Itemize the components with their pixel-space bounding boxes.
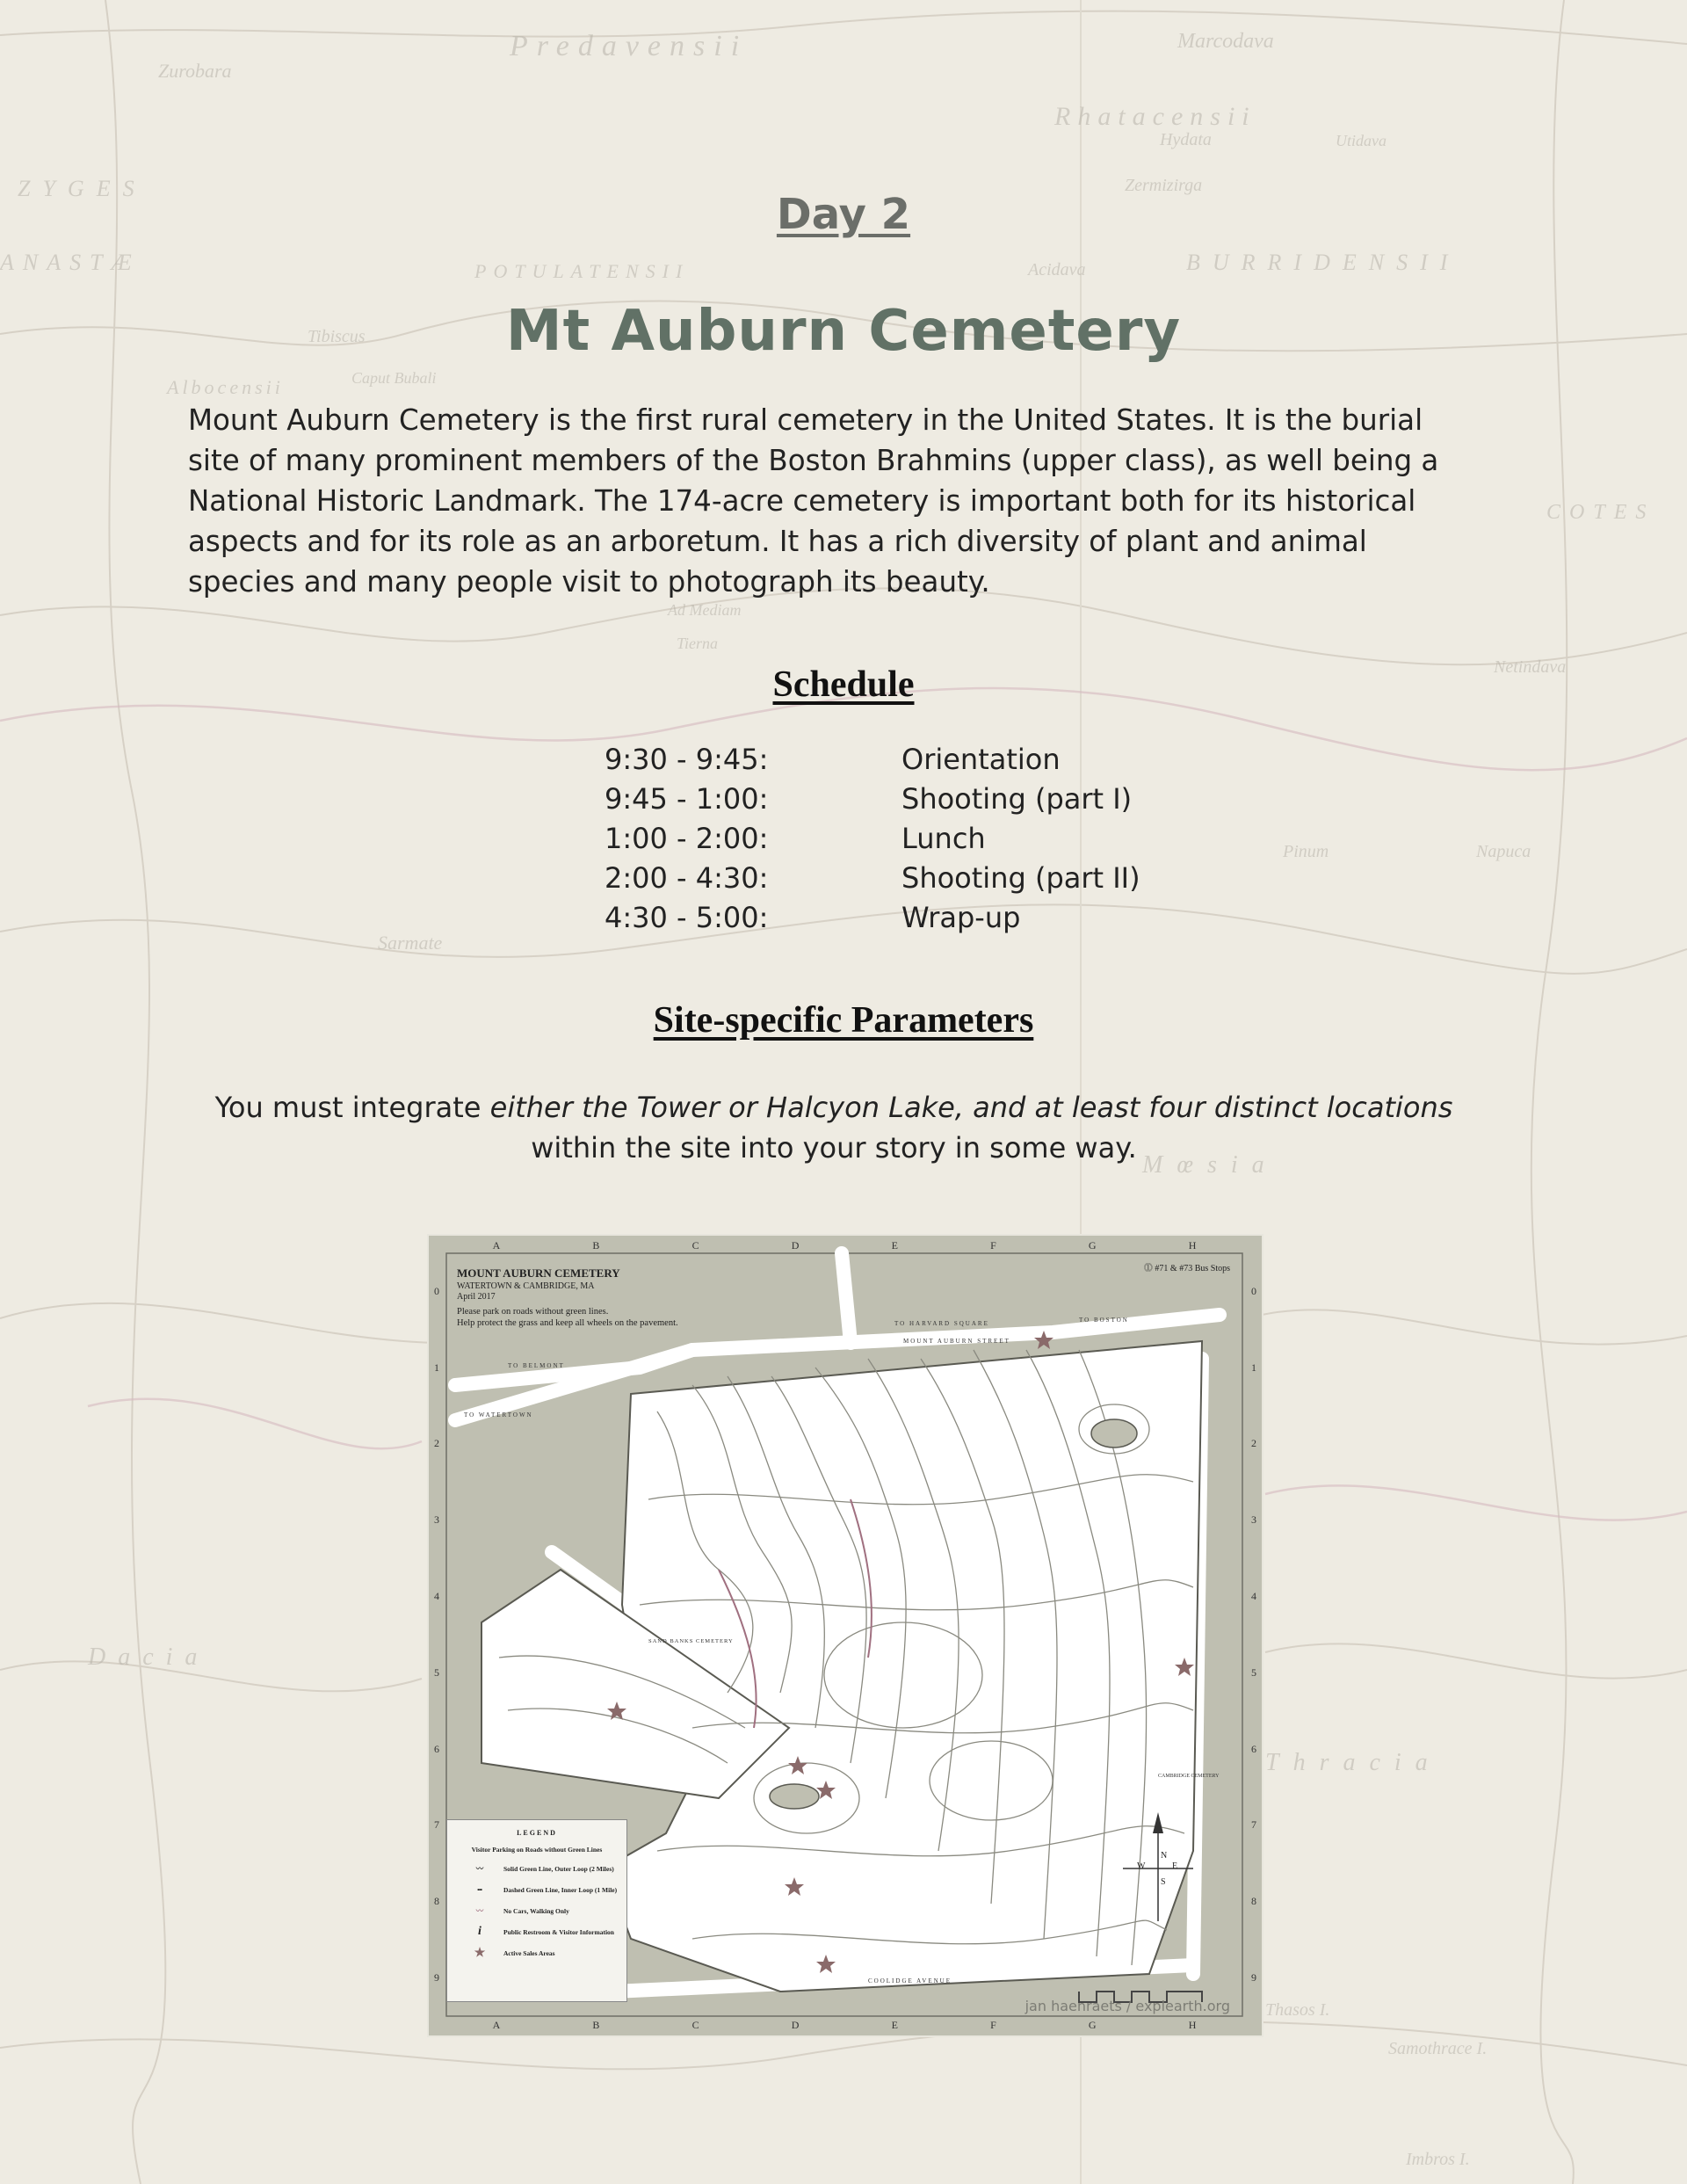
bus-stops-label: ⓵ #71 & #73 Bus Stops: [1143, 1264, 1230, 1273]
schedule-activity: Shooting (part I): [901, 782, 1133, 816]
schedule-time: 1:00 - 2:00:: [605, 822, 769, 855]
grid-row-label: 7: [1251, 1818, 1256, 1832]
parameters-heading: Site-specific Parameters: [653, 1000, 1034, 1041]
parameters-text-part: within the site into your story in some way.: [531, 1131, 1137, 1165]
map-legend: [446, 1819, 627, 2002]
bg-label: Thracia: [1265, 1749, 1442, 1776]
street-label: MOUNT AUBURN STREET: [903, 1338, 1010, 1345]
bg-label: Caput Bubali: [351, 369, 437, 387]
grid-row-label: 2: [434, 1437, 439, 1450]
grid-row-label: 0: [434, 1284, 439, 1297]
bg-label: COTES: [1546, 501, 1655, 524]
bg-label: Predavensii: [510, 30, 749, 62]
street-label: COOLIDGE AVENUE: [868, 1977, 952, 1984]
bg-label: Marcodava: [1177, 30, 1274, 53]
grid-row-label: 5: [1251, 1665, 1256, 1679]
schedule-table: [605, 743, 1220, 940]
intro-paragraph: Mount Auburn Cemetery is the first rural cemetery in the United States. It is the burial site of many prominent members of the Boston Brahmins (upper class), as well being a National Historic Landmark. The 174-acre cemetery is important both for its historical aspects and for its role as an arboretum. It has a rich diversity of plant and animal species and many people visit to photograph its beauty.: [188, 403, 1439, 599]
grid-row-label: 4: [1251, 1590, 1256, 1603]
bg-label: Pinum: [1283, 842, 1329, 861]
legend-label: Active Sales Areas: [503, 1948, 555, 1957]
solid-line-icon: 〰: [475, 1864, 484, 1873]
legend-label: Public Restroom & Visitor Information: [503, 1927, 614, 1936]
star-icon: ★: [474, 1946, 486, 1960]
compass-west: W: [1137, 1861, 1146, 1871]
schedule-time: 9:30 - 9:45:: [605, 743, 769, 776]
schedule-time: 2:00 - 4:30:: [605, 861, 769, 895]
grid-row-label: 8: [1251, 1895, 1256, 1908]
grid-row-label: 6: [1251, 1742, 1256, 1755]
bg-label: POTULATENSII: [474, 260, 690, 282]
bg-label: Dacia: [88, 1643, 210, 1671]
bg-label: Utidava: [1336, 132, 1387, 149]
legend-title: LEGEND: [517, 1829, 557, 1837]
street-label: TO BELMONT: [508, 1362, 565, 1369]
schedule-row: [605, 782, 1220, 822]
walking-line-icon: 〰: [475, 1906, 484, 1915]
grid-column-label: A: [492, 2019, 501, 2031]
compass-north: N: [1161, 1851, 1168, 1861]
bg-label: Samothrace I.: [1388, 2039, 1488, 2058]
parameters-text: [188, 1087, 1480, 1168]
map-subtitle: [457, 1281, 594, 1302]
grid-row-label: 1: [434, 1360, 439, 1374]
schedule-row: [605, 861, 1220, 901]
parameters-emphasis: either the Tower or Halcyon Lake, and at least four distinct locations: [489, 1091, 1453, 1124]
grid-column-label: E: [891, 2019, 898, 2031]
legend-label: Dashed Green Line, Inner Loop (1 Mile): [503, 1885, 618, 1894]
grid-row-label: 9: [1251, 1971, 1256, 1984]
grid-column-label: D: [791, 2019, 800, 2031]
bg-label: Zermizirga: [1125, 176, 1203, 195]
grid-column-label: E: [891, 1239, 898, 1252]
bg-label: Sarmate: [378, 932, 443, 954]
legend-item: [463, 1862, 626, 1875]
grid-row-label: 4: [434, 1590, 439, 1603]
bg-label: Netindava: [1494, 657, 1567, 677]
map-note-line: Help protect the grass and keep all wheels on the pavement.: [457, 1318, 678, 1328]
grid-column-label: B: [592, 1239, 600, 1252]
bg-label: Ad Mediam: [668, 601, 742, 619]
legend-item: [463, 1947, 626, 1959]
page-title: Mt Auburn Cemetery: [505, 299, 1182, 364]
street-label: SAND BANKS CEMETERY: [648, 1638, 734, 1644]
grid-row-label: 5: [434, 1665, 439, 1679]
bg-label: Hydata: [1160, 130, 1212, 149]
grid-column-label: F: [990, 2019, 996, 2031]
map-title: MOUNT AUBURN CEMETERY: [457, 1266, 620, 1280]
map-date: April 2017: [457, 1292, 496, 1302]
grid-column-label: G: [1088, 2019, 1097, 2031]
bg-label: Mœsia: [1142, 1151, 1278, 1179]
schedule-row: [605, 743, 1220, 782]
grid-column-label: B: [592, 2019, 600, 2031]
info-icon: i: [478, 1925, 481, 1938]
bg-label: Rhatacensii: [1054, 102, 1256, 131]
dashed-line-icon: ┅: [477, 1884, 482, 1894]
legend-item: [463, 1926, 626, 1938]
map-grid-rows-right: [1251, 1253, 1256, 2016]
bg-label: BURRIDENSII: [1186, 250, 1460, 275]
map-note-line: Please park on roads without green lines.: [457, 1307, 609, 1317]
legend-subtitle: Visitor Parking on Roads without Green Lines: [471, 1846, 603, 1854]
street-label: TO WATERTOWN: [464, 1411, 533, 1419]
grid-row-label: 7: [434, 1818, 439, 1832]
parameters-text-part: You must integrate: [214, 1091, 490, 1124]
schedule-activity: Lunch: [901, 822, 986, 855]
schedule-activity: Wrap-up: [901, 901, 1021, 934]
grid-column-label: F: [990, 1239, 996, 1252]
bg-label: Napuca: [1476, 842, 1531, 861]
map-grid-columns-top: [446, 1239, 1242, 1252]
bg-label: Tierna: [677, 635, 719, 652]
compass-south: S: [1161, 1877, 1166, 1887]
schedule-time: 9:45 - 1:00:: [605, 782, 769, 816]
bg-label: ANASTÆ: [0, 250, 141, 275]
legend-label: Solid Green Line, Outer Loop (2 Miles): [503, 1864, 614, 1873]
map-credit: jan haenraets / explearth.org: [1025, 1998, 1230, 2014]
bg-label: Albocensii: [167, 376, 284, 398]
grid-row-label: 3: [1251, 1513, 1256, 1527]
schedule-row: [605, 822, 1220, 861]
grid-row-label: 9: [434, 1971, 439, 1984]
schedule-activity: Shooting (part II): [901, 861, 1140, 895]
bg-label: Tibiscus: [308, 327, 366, 346]
grid-row-label: 8: [434, 1895, 439, 1908]
bg-label: Thasos I.: [1265, 2000, 1330, 2020]
bg-label: Acidava: [1028, 260, 1086, 279]
map-parking-note: [457, 1306, 678, 1329]
grid-row-label: 3: [434, 1513, 439, 1527]
grid-row-label: 1: [1251, 1360, 1256, 1374]
grid-column-label: A: [492, 1239, 501, 1252]
grid-row-label: 6: [434, 1742, 439, 1755]
grid-column-label: H: [1188, 2019, 1197, 2031]
schedule-activity: Orientation: [901, 743, 1061, 776]
schedule-time: 4:30 - 5:00:: [605, 901, 769, 934]
bg-label: ZYGES: [18, 176, 147, 201]
grid-row-label: 0: [1251, 1284, 1256, 1297]
grid-column-label: C: [691, 2019, 699, 2031]
map-grid-columns-bottom: [446, 2019, 1242, 2032]
legend-item: [463, 1905, 626, 1917]
map-location: WATERTOWN & CAMBRIDGE, MA: [457, 1281, 595, 1291]
bg-label: Zurobara: [158, 60, 232, 82]
street-label: TO HARVARD SQUARE: [894, 1320, 989, 1327]
compass-east: E: [1172, 1861, 1178, 1871]
schedule-row: [605, 901, 1220, 940]
grid-row-label: 2: [1251, 1437, 1256, 1450]
street-label: TO BOSTON: [1079, 1317, 1129, 1324]
legend-item: [463, 1883, 626, 1896]
map-grid-rows-left: [434, 1253, 439, 2016]
grid-column-label: G: [1088, 1239, 1097, 1252]
grid-column-label: H: [1188, 1239, 1197, 1252]
grid-column-label: D: [791, 1239, 800, 1252]
legend-label: No Cars, Walking Only: [503, 1906, 569, 1915]
day-heading: Day 2: [776, 190, 911, 239]
bg-label: Imbros I.: [1406, 2150, 1470, 2169]
cemetery-map: [427, 1234, 1263, 2037]
schedule-heading: Schedule: [772, 664, 915, 705]
grid-column-label: C: [691, 1239, 699, 1252]
street-label: CAMBRIDGE CEMETERY: [1158, 1774, 1220, 1779]
